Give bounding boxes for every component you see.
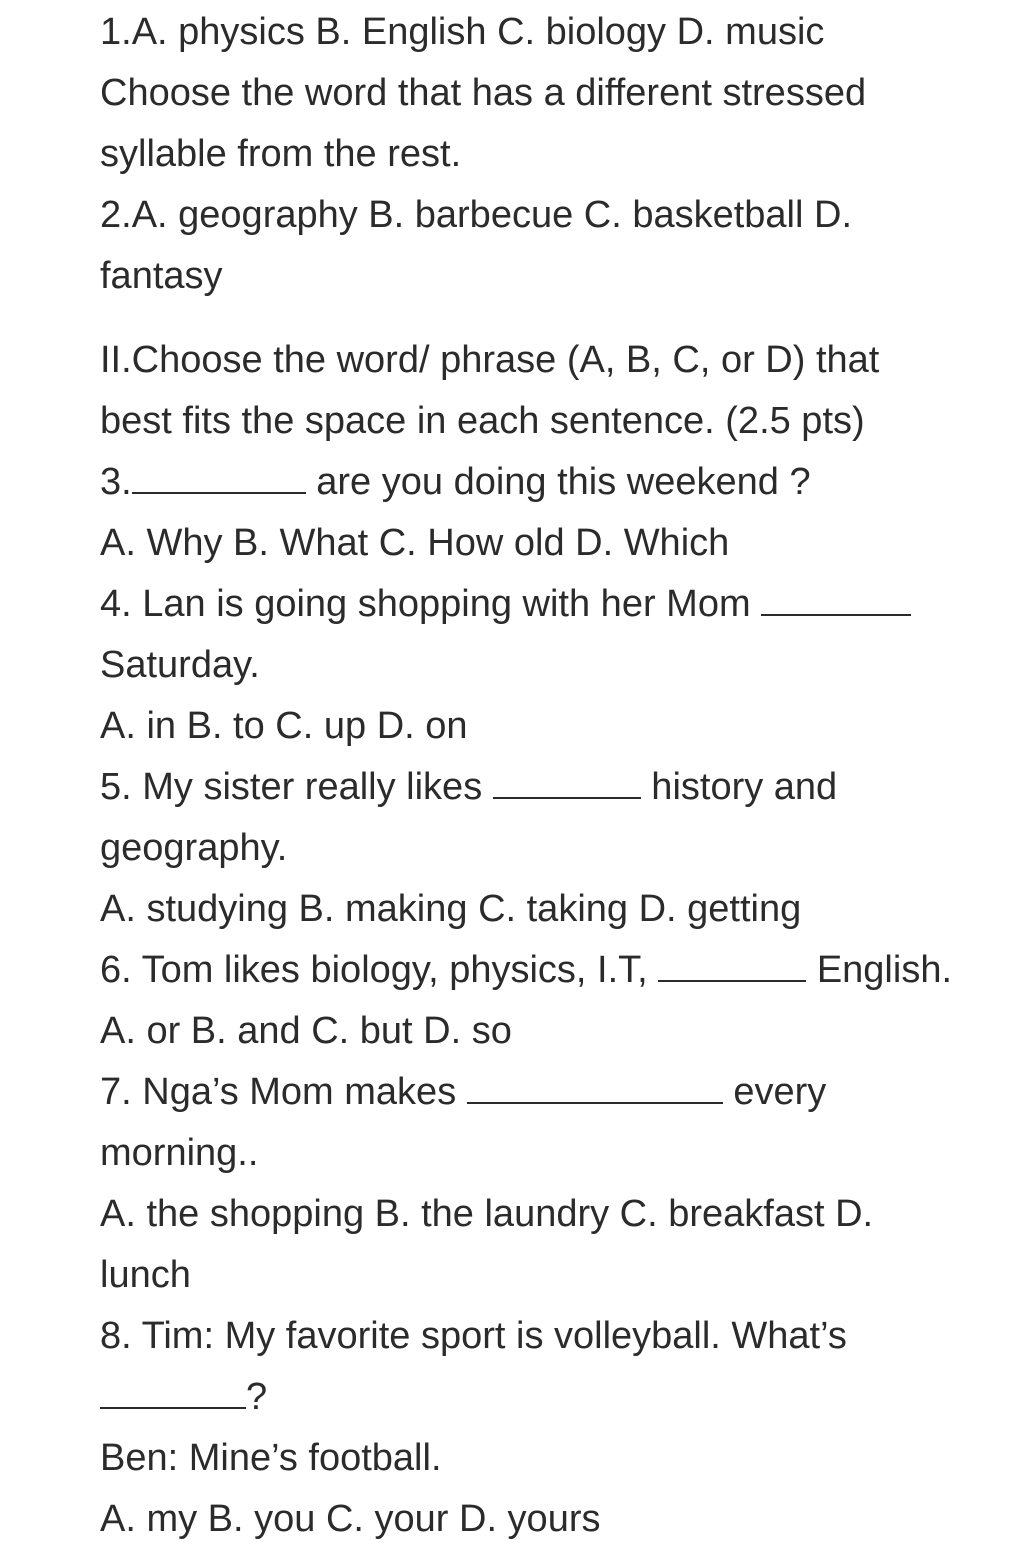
q7-options-cont: lunch	[100, 1254, 191, 1296]
section-instruction-cont: syllable from the rest.	[100, 133, 462, 175]
q5-stem: 5. My sister really likes history and	[100, 766, 838, 808]
q2-options: 2.A. geography B. barbecue C. basketball D.	[100, 194, 853, 236]
q3-options: A. Why B. What C. How old D. Which	[100, 522, 730, 564]
q4-stem: 4. Lan is going shopping with her Mom	[100, 581, 911, 627]
answer-blank	[100, 1377, 246, 1409]
q6-options: A. or B. and C. but D. so	[100, 1010, 512, 1052]
q8-options: A. my B. you C. your D. yours	[100, 1498, 601, 1540]
q7-stem: 7. Nga’s Mom makes every	[100, 1071, 827, 1113]
q8-reply: Ben: Mine’s football.	[100, 1437, 442, 1479]
answer-blank	[467, 1072, 723, 1104]
q4-options: A. in B. to C. up D. on	[100, 705, 468, 747]
section-ii-heading: II.Choose the word/ phrase (A, B, C, or D) that	[100, 339, 880, 381]
answer-blank	[493, 767, 641, 799]
q7-options: A. the shopping B. the laundry C. breakfast D.	[100, 1193, 874, 1235]
q8-stem: 8. Tim: My favorite sport is volleyball. What’s	[100, 1315, 847, 1357]
section-instruction: Choose the word that has a different stressed	[100, 72, 867, 114]
answer-blank	[658, 950, 806, 982]
q5-options: A. studying B. making C. taking D. getting	[100, 888, 802, 930]
q5-stem-cont: geography.	[100, 827, 288, 869]
section-ii-heading-cont: best fits the space in each sentence. (2.5 pts)	[100, 400, 865, 442]
answer-blank	[132, 462, 306, 494]
q6-stem: 6. Tom likes biology, physics, I.T, English.	[100, 949, 953, 991]
q1-options: 1.A. physics B. English C. biology D. music	[100, 11, 825, 53]
q2-options-cont: fantasy	[100, 255, 223, 297]
q8-stem-cont: ?	[100, 1374, 267, 1420]
q4-stem-cont: Saturday.	[100, 644, 260, 686]
q7-stem-cont: morning..	[100, 1132, 259, 1174]
q3-stem: 3. are you doing this weekend ?	[100, 461, 811, 503]
answer-blank	[761, 584, 911, 616]
